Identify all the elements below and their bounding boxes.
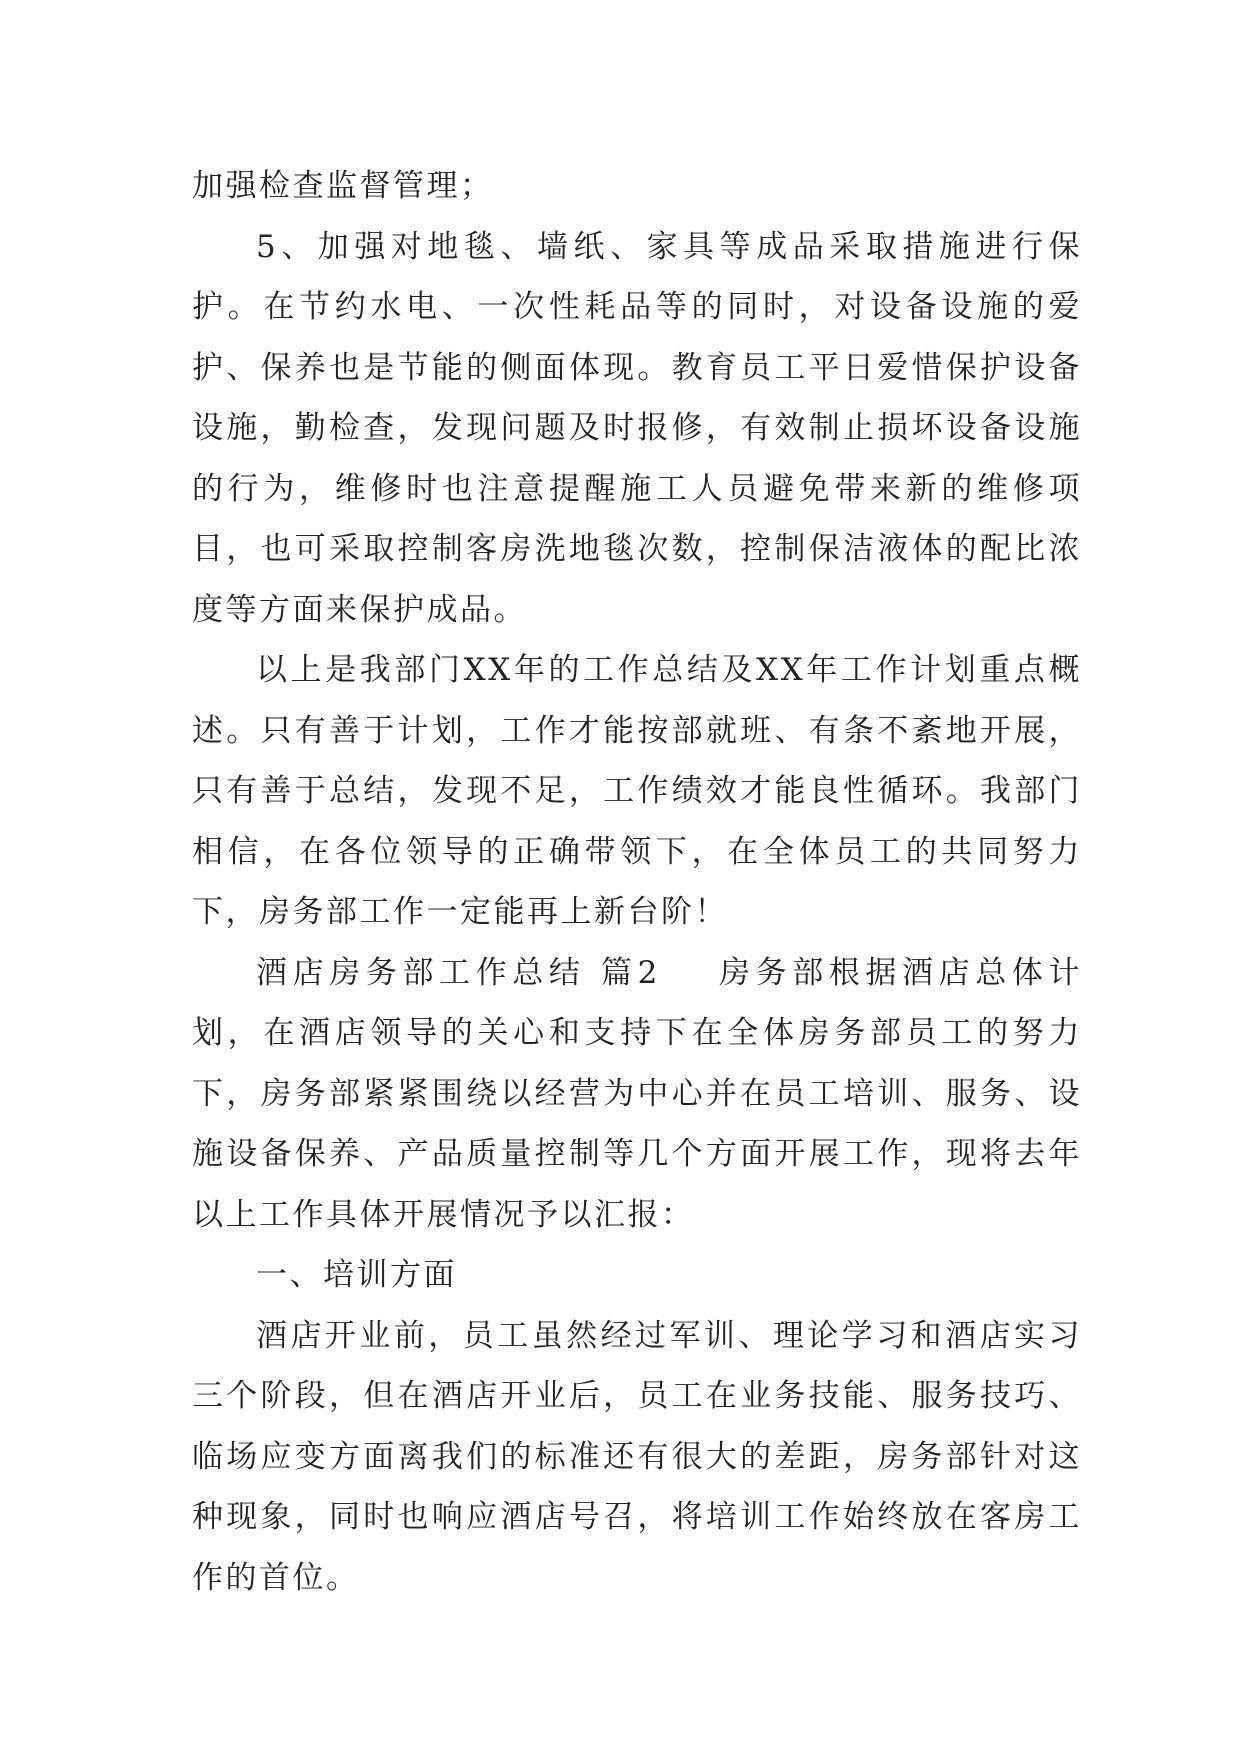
section-title: 酒店房务部工作总结 篇2 xyxy=(256,954,660,991)
paragraph-2: 5、加强对地毯、墙纸、家具等成品采取措施进行保护。在节约水电、一次性耗品等的同时，对设备设施的爱护、保养也是节能的侧面体现。教育员工平日爱惜保护设备设施，勤检查，发现问题及时报修，有效制止损坏设备设施的行为，维修时也注意提醒施工人员避免带来新的维修项目，也可采取控制客房洗地毯次数，控制保洁液体的配比浓度等方面来保护成品。 xyxy=(192,228,1082,628)
paragraph-3: 以上是我部门XX年的工作总结及XX年工作计划重点概述。只有善于计划，工作才能按部就班、有条不紊地开展，只有善于总结，发现不足，工作绩效才能良性循环。我部门相信，在各位领导的正确带领下，在全体员工的共同努力下，房务部工作一定能再上新台阶！ xyxy=(192,652,1082,930)
paragraph-4 xyxy=(192,943,1082,1246)
document-body xyxy=(192,156,1082,1608)
section-heading-training: 一、培训方面 xyxy=(256,1257,457,1293)
paragraph-6: 酒店开业前，员工虽然经过军训、理论学习和酒店实习三个阶段，但在酒店开业后，员工在业务技能、服务技巧、临场应变方面离我们的标准还有很大的差距，房务部针对这种现象，同时也响应酒店号召，将培训工作始终放在客房工作的首位。 xyxy=(192,1317,1082,1596)
paragraph-1: 加强检查监督管理； xyxy=(192,168,494,204)
paragraph-4-text: 房务部根据酒店总体计划，在酒店领导的关心和支持下在全体房务部员工的努力下，房务部紧紧围绕以经营为中心并在员工培训、服务、设施设备保养、产品质量控制等几个方面开展工作，现将去年以上工作具体开展情况予以汇报： xyxy=(192,954,1083,1233)
